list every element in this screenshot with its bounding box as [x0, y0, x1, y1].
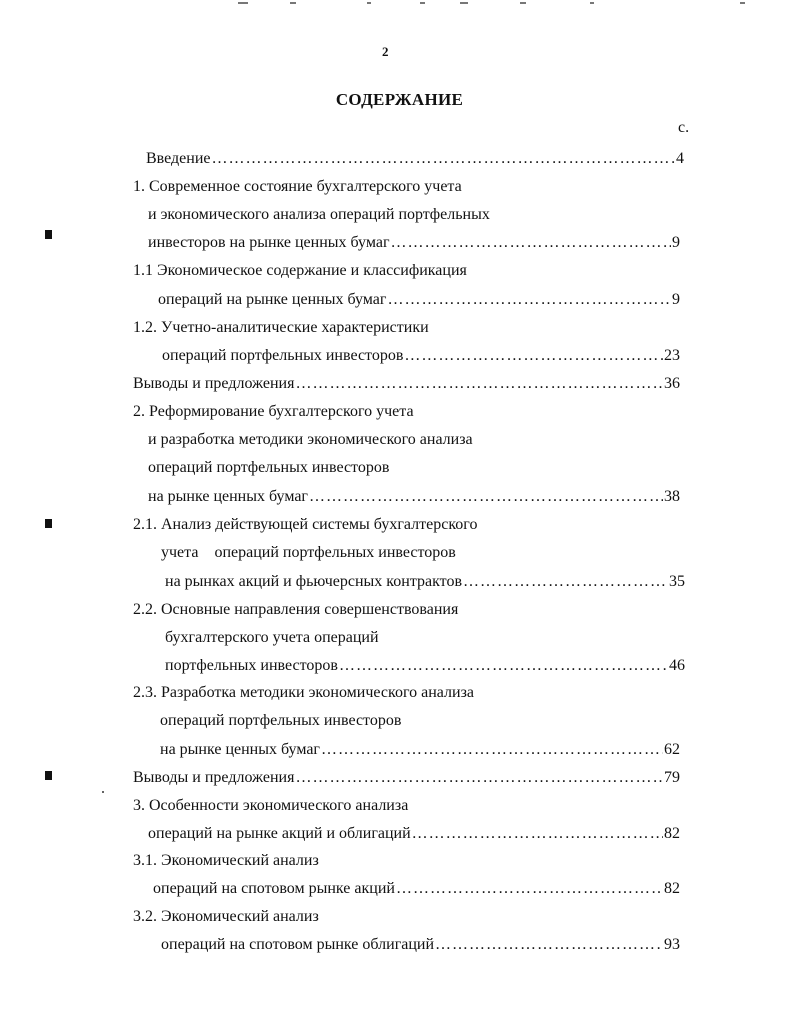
leader-dots: [309, 487, 663, 507]
leader-dots: [435, 935, 663, 955]
toc-entry-text: операций на рынке ценных бумаг: [158, 291, 387, 308]
toc-entry-section-2-2: [165, 656, 685, 676]
toc-entry-page: 38: [664, 488, 680, 505]
scan-speck: [102, 791, 104, 793]
toc-entry-section-1: [148, 233, 680, 253]
toc-line: 1. Современное состояние бухгалтерского учета: [133, 178, 462, 195]
toc-entry-section-3-1: [153, 879, 680, 899]
binding-hole-mark: [45, 519, 52, 528]
leader-dots: [404, 346, 663, 366]
toc-line: 1.2. Учетно-аналитические характеристики: [133, 319, 429, 336]
toc-line: бухгалтерского учета операций: [165, 629, 379, 646]
toc-entry-text: Выводы и предложения: [133, 375, 295, 392]
toc-line: 2. Реформирование бухгалтерского учета: [133, 403, 414, 420]
toc-entry-text: Выводы и предложения: [133, 769, 295, 786]
toc-line: 3. Особенности экономического анализа: [133, 797, 409, 814]
toc-entry-section-1-2: [162, 346, 680, 366]
toc-entry-section-2-3: [160, 740, 680, 760]
toc-line: операций портфельных инвесторов: [148, 459, 390, 476]
toc-line: и разработка методики экономического анализа: [148, 431, 473, 448]
leader-dots: [339, 656, 668, 676]
toc-entry-text: на рынках акций и фьючерсных контрактов: [165, 573, 463, 590]
toc-entry-page: 82: [664, 825, 680, 842]
toc-entry-text: инвесторов на рынке ценных бумаг: [148, 234, 390, 251]
leader-dots: [463, 572, 668, 592]
toc-entry-text: портфельных инвесторов: [165, 657, 338, 674]
page-number: 2: [382, 44, 389, 59]
binding-hole-mark: [45, 230, 52, 239]
toc-line: 3.1. Экономический анализ: [133, 852, 319, 869]
leader-dots: [295, 768, 663, 788]
toc-entry-page: 36: [664, 375, 680, 392]
toc-entry-introduction: [146, 149, 684, 169]
toc-entry-text: операций на спотовом рынке облигаций: [161, 936, 435, 953]
page-title: СОДЕРЖАНИЕ: [335, 90, 464, 109]
toc-line: 1.1 Экономическое содержание и классификация: [133, 262, 467, 279]
toc-entry-text: на рынке ценных бумаг: [160, 741, 320, 758]
toc-entry-section-2: [148, 487, 680, 507]
toc-entry-text: Введение: [146, 150, 211, 167]
toc-entry-conclusions-1: [133, 374, 680, 394]
leader-dots: [321, 740, 663, 760]
leader-dots: [212, 149, 676, 169]
toc-entry-conclusions-2: [133, 768, 680, 788]
toc-entry-page: 46: [669, 657, 685, 674]
toc-entry-page: 82: [664, 880, 680, 897]
toc-entry-page: 9: [672, 291, 680, 308]
toc-entry-page: 9: [672, 234, 680, 251]
toc-entry-text: операций на спотовом рынке акций: [153, 880, 395, 897]
toc-line: 2.2. Основные направления совершенствования: [133, 601, 459, 618]
toc-entry-section-2-1: [165, 572, 685, 592]
toc-entry-text: операций портфельных инвесторов: [162, 347, 404, 364]
leader-dots: [391, 233, 671, 253]
binding-hole-mark: [45, 771, 52, 780]
toc-entry-page: 79: [664, 769, 680, 786]
leader-dots: [387, 290, 671, 310]
page-column-label: с.: [678, 119, 690, 136]
toc-entry-page: 35: [669, 573, 685, 590]
leader-dots: [295, 374, 663, 394]
leader-dots: [412, 824, 663, 844]
toc-entry-page: 62: [664, 741, 680, 758]
toc-entry-section-3: [148, 824, 680, 844]
toc-line: 3.2. Экономический анализ: [133, 908, 319, 925]
scan-artifacts-top: [0, 0, 799, 8]
toc-line: 2.3. Разработка методики экономического анализа: [133, 684, 474, 701]
toc-line: 2.1. Анализ действующей системы бухгалтерского: [133, 516, 478, 533]
toc-entry-page: 23: [664, 347, 680, 364]
toc-line: и экономического анализа операций портфельных: [148, 206, 490, 223]
toc-entry-page: 93: [664, 936, 680, 953]
toc-entry-text: на рынке ценных бумаг: [148, 488, 308, 505]
toc-line: учета операций портфельных инвесторов: [161, 544, 456, 561]
toc-entry-section-3-2: [161, 935, 680, 955]
toc-entry-section-1-1: [158, 290, 680, 310]
toc-entry-page: 4: [676, 150, 684, 167]
toc-entry-text: операций на рынке акций и облигаций: [148, 825, 411, 842]
toc-line: операций портфельных инвесторов: [160, 712, 402, 729]
leader-dots: [396, 879, 663, 899]
